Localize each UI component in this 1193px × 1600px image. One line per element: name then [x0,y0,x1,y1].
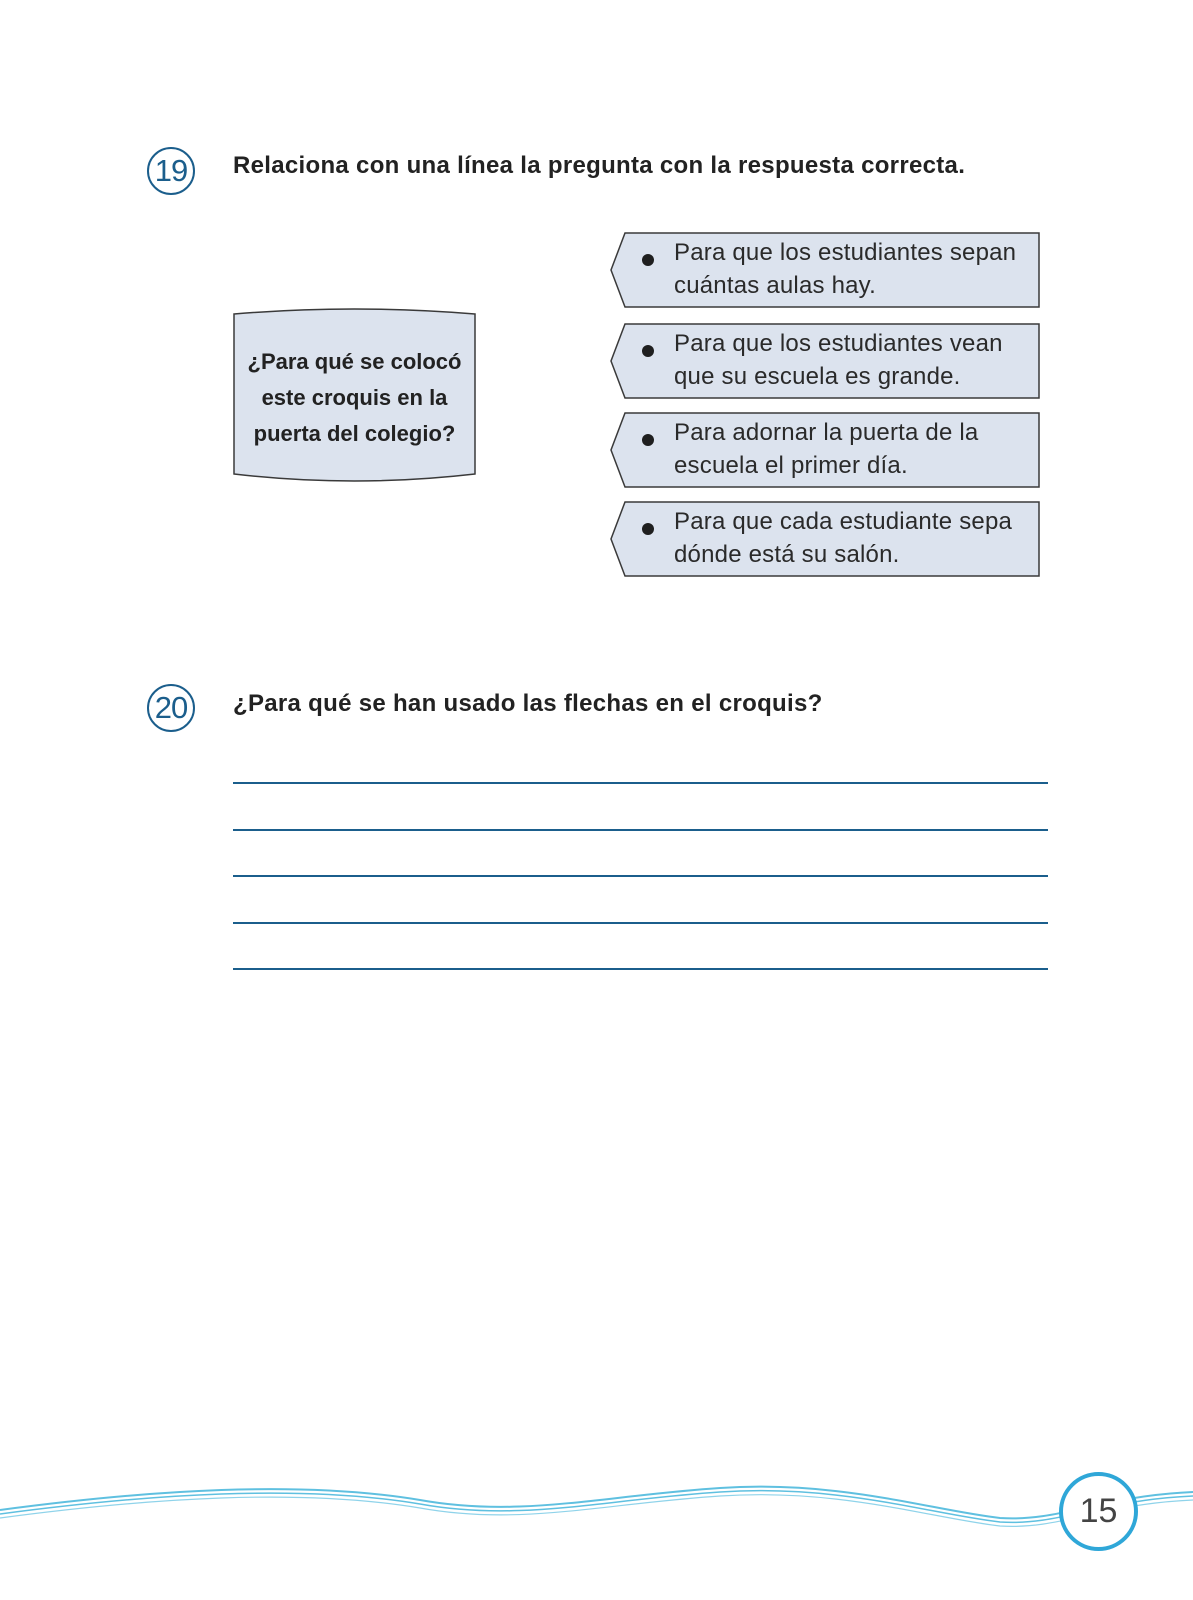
question-20-prompt: ¿Para qué se han usado las flechas en el croquis? [233,690,823,717]
page-number-badge [1059,1472,1138,1551]
question-number-19-label: 19 [154,153,188,188]
question-box-label: ¿Para qué se colocó este croquis en la puerta del colegio? [247,349,462,446]
answer-line[interactable] [233,782,1048,784]
bullet-icon [642,254,654,266]
answer-line[interactable] [233,875,1048,877]
bullet-icon [642,345,654,357]
answer-option-4-text: Para que cada estudiante sepa dónde está su salón. [674,508,1013,568]
answer-option-2[interactable] [610,323,1040,399]
answer-option-1[interactable] [610,232,1040,308]
answer-option-3[interactable] [610,412,1040,488]
decorative-wave [0,1460,1193,1540]
question-box-text [233,308,476,488]
answer-line[interactable] [233,829,1048,831]
answer-option-4[interactable] [610,501,1040,577]
answer-line[interactable] [233,922,1048,924]
answer-line[interactable] [233,968,1048,970]
page-number: 15 [1079,1492,1118,1530]
answer-option-3-text: Para adornar la puerta de la escuela el primer día. [674,419,979,479]
question-19-prompt: Relaciona con una línea la pregunta con la respuesta correcta. [233,152,966,179]
answer-option-2-text: Para que los estudiantes vean que su escuela es grande. [674,330,1003,390]
question-box [233,308,476,488]
bullet-icon [642,523,654,535]
bullet-icon [642,434,654,446]
question-number-19 [147,147,195,195]
question-number-20 [147,684,195,732]
question-number-20-label: 20 [154,690,188,725]
answer-option-1-text: Para que los estudiantes sepan cuántas aulas hay. [674,239,1017,299]
